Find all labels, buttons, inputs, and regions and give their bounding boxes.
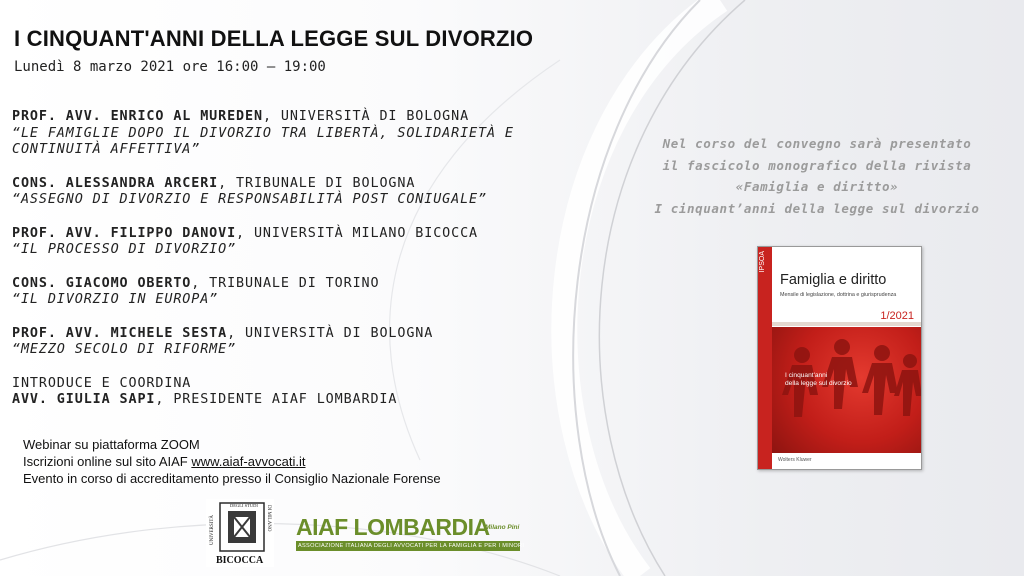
svg-text:BICOCCA: BICOCCA bbox=[216, 555, 264, 566]
cover-issue: 1/2021 bbox=[880, 310, 914, 322]
speaker-talk: “LE FAMIGLIE DOPO IL DIVORZIO TRA LIBERTÀ, SOLIDARIETÀ E CONTINUITÀ AFFETTIVA” bbox=[12, 125, 514, 157]
aiaf-logo-text: AIAF LOMBARDIA bbox=[296, 514, 490, 540]
aiaf-logo-tagline: ASSOCIAZIONE ITALIANA DEGLI AVVOCATI PER LA FAMIGLIA E PER I MINORI bbox=[298, 542, 525, 549]
journal-cover-image bbox=[757, 246, 922, 470]
journal-announcement bbox=[630, 133, 1004, 219]
speaker-list bbox=[12, 109, 572, 409]
speaker-affiliation: , UNIVERSITÀ MILANO BICOCCA bbox=[236, 225, 479, 241]
cover-title: Famiglia e diritto bbox=[780, 272, 887, 288]
cover-theme-line: I cinquant'anni bbox=[785, 372, 828, 379]
cover-band bbox=[772, 322, 921, 326]
moderator bbox=[12, 376, 572, 409]
speaker-item bbox=[12, 326, 572, 359]
speaker-name: PROF. AVV. FILIPPO DANOVI bbox=[12, 225, 237, 241]
speaker-talk: “IL DIVORZIO IN EUROPA” bbox=[12, 292, 219, 307]
speaker-name: CONS. ALESSANDRA ARCERI bbox=[12, 175, 219, 191]
speaker-name: PROF. AVV. MICHELE SESTA bbox=[12, 325, 228, 341]
speaker-item bbox=[12, 226, 572, 259]
registration-text: Iscrizioni online sul sito AIAF bbox=[23, 454, 192, 469]
speaker-talk: “IL PROCESSO DI DIVORZIO” bbox=[12, 242, 237, 257]
cover-spine-label: IPSOA bbox=[759, 251, 766, 273]
cover-spine bbox=[758, 247, 772, 469]
webinar-platform: Webinar su piattaforma ZOOM bbox=[23, 437, 200, 452]
accreditation-line: Evento in corso di accreditamento presso il Consiglio Nazionale Forense bbox=[23, 471, 441, 486]
aiaf-logo-subtitle: Milano Pini bbox=[485, 524, 520, 531]
speaker-item bbox=[12, 109, 572, 159]
webinar-info bbox=[23, 436, 441, 487]
speaker-name: PROF. AVV. ENRICO AL MUREDEN bbox=[12, 109, 263, 124]
page-title: I CINQUANT'ANNI DELLA LEGGE SUL DIVORZIO bbox=[14, 26, 534, 51]
cover-subtitle: Mensile di legislazione, dottrina e giurisprudenza bbox=[780, 292, 897, 298]
speaker-name: CONS. GIACOMO OBERTO bbox=[12, 275, 192, 291]
svg-text:UNIVERSITÀ: UNIVERSITÀ bbox=[210, 515, 215, 545]
announcement-line: «Famiglia e diritto» bbox=[735, 179, 899, 194]
speaker-affiliation: , TRIBUNALE DI TORINO bbox=[191, 275, 380, 291]
speaker-talk: “MEZZO SECOLO DI RIFORME” bbox=[12, 342, 237, 357]
aiaf-lombardia-logo bbox=[296, 514, 525, 552]
moderator-label: INTRODUCE E COORDINA bbox=[12, 375, 192, 391]
speaker-talk: “ASSEGNO DI DIVORZIO E RESPONSABILITÀ POST CONIUGALE” bbox=[12, 192, 487, 207]
announcement-line: il fascicolo monografico della rivista bbox=[662, 157, 972, 173]
speaker-affiliation: , UNIVERSITÀ DI BOLOGNA bbox=[227, 325, 434, 341]
cover-theme-line: della legge sul divorzio bbox=[785, 380, 852, 387]
speaker-affiliation: , TRIBUNALE DI BOLOGNA bbox=[218, 175, 416, 191]
svg-text:DI MILANO: DI MILANO bbox=[266, 505, 271, 532]
speaker-item bbox=[12, 176, 572, 209]
aiaf-website-link[interactable]: www.aiaf-avvocati.it bbox=[191, 454, 306, 469]
moderator-role: , PRESIDENTE AIAF LOMBARDIA bbox=[155, 392, 398, 407]
cover-theme bbox=[785, 372, 852, 388]
event-date: Lunedì 8 marzo 2021 ore 16:00 – 19:00 bbox=[14, 59, 326, 75]
cover-publisher: Wolters Kluwer bbox=[778, 457, 812, 463]
announcement-line: Nel corso del convegno sarà presentato bbox=[662, 136, 972, 151]
moderator-name: AVV. GIULIA SAPI bbox=[12, 392, 156, 407]
registration-line bbox=[23, 453, 441, 470]
speaker-item bbox=[12, 276, 572, 309]
announcement-line: I cinquant’anni della legge sul divorzio bbox=[654, 200, 980, 216]
svg-text:DEGLI STUDI: DEGLI STUDI bbox=[230, 503, 258, 508]
paper-people-illustration bbox=[772, 327, 921, 453]
speaker-affiliation: , UNIVERSITÀ DI BOLOGNA bbox=[262, 109, 470, 124]
bicocca-university-logo bbox=[206, 499, 274, 567]
